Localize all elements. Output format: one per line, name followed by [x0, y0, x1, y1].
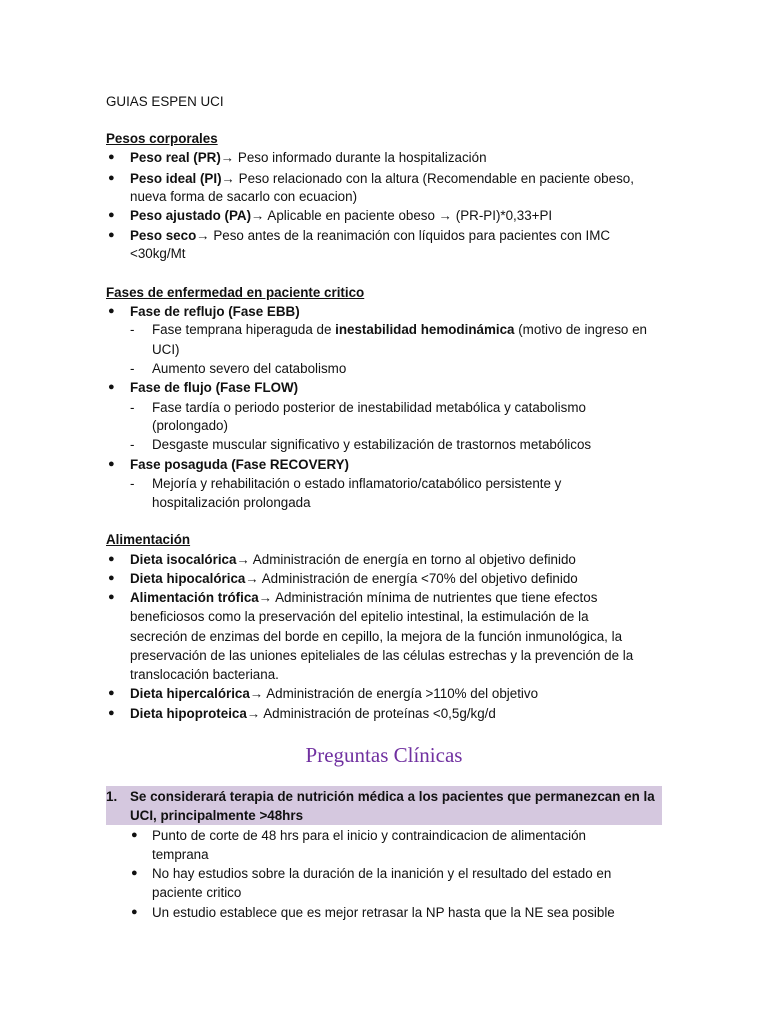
bullet-icon: ● [108, 572, 115, 584]
question-number: 1. [106, 789, 118, 804]
list-item-continuation: nueva forma de sacarlo con ecuacion) [130, 189, 358, 204]
bullet-icon: ● [108, 172, 115, 184]
sub-item-continuation: hospitalización prolongada [152, 495, 311, 510]
list-item: Punto de corte de 48 hrs para el inicio y contraindicacion de alimentación [152, 828, 586, 843]
list-item: Dieta hipoproteica→ Administración de proteínas <0,5g/kg/d [130, 706, 496, 721]
bullet-icon: ● [131, 829, 138, 841]
sub-item: Fase tardía o periodo posterior de inestabilidad metabólica y catabolismo [152, 400, 586, 415]
section-heading-pesos: Pesos corporales [106, 131, 218, 146]
list-item: Fase de reflujo (Fase EBB) [130, 304, 300, 319]
list-item: Peso real (PR)→ Peso informado durante la hospitalización [130, 150, 487, 165]
list-item: Alimentación trófica→ Administración mínima de nutrientes que tiene efectos [130, 590, 598, 605]
dash-marker: - [130, 476, 135, 491]
bullet-icon: ● [108, 209, 115, 221]
bullet-icon: ● [108, 381, 115, 393]
list-item: Peso seco→ Peso antes de la reanimación con líquidos para pacientes con IMC [130, 228, 611, 243]
bullet-icon: ● [108, 687, 115, 699]
bullet-icon: ● [108, 591, 115, 603]
bullet-icon: ● [108, 707, 115, 719]
dash-marker: - [130, 361, 135, 376]
list-item: No hay estudios sobre la duración de la inanición y el resultado del estado en [152, 866, 612, 881]
sub-item: Desgaste muscular significativo y estabilización de trastornos metabólicos [152, 437, 592, 452]
sub-item: Fase temprana hiperaguda de inestabilidad hemodinámica (motivo de ingreso en [152, 322, 647, 337]
dash-marker: - [130, 400, 135, 415]
list-item-continuation: <30kg/Mt [130, 246, 186, 261]
question-text: Se considerará terapia de nutrición médica a los pacientes que permanezcan en la [130, 789, 655, 804]
list-item: Dieta hipercalórica→ Administración de energía >110% del objetivo [130, 686, 539, 701]
list-item: Dieta isocalórica→ Administración de energía en torno al objetivo definido [130, 552, 576, 567]
section-heading-alimentacion: Alimentación [106, 532, 191, 547]
section-heading-fases: Fases de enfermedad en paciente critico [106, 285, 365, 300]
sub-item-continuation: (prolongado) [152, 418, 228, 433]
bullet-icon: ● [108, 458, 115, 470]
dash-marker: - [130, 322, 135, 337]
section-title-preguntas: Preguntas Clínicas [305, 743, 463, 767]
dash-marker: - [130, 437, 135, 452]
bullet-icon: ● [108, 229, 115, 241]
list-item: Peso ideal (PI)→ Peso relacionado con la altura (Recomendable en paciente obeso, [130, 171, 634, 186]
list-item-continuation: temprana [152, 847, 209, 862]
sub-item: Aumento severo del catabolismo [152, 361, 347, 376]
list-item: Un estudio establece que es mejor retrasar la NP hasta que la NE sea posible [152, 905, 615, 920]
list-item: Fase posaguda (Fase RECOVERY) [130, 457, 350, 472]
sub-item-continuation: UCI) [152, 342, 180, 357]
question-text-continuation: UCI, principalmente >48hrs [130, 808, 304, 823]
bullet-icon: ● [108, 151, 115, 163]
bullet-icon: ● [131, 867, 138, 879]
list-item-continuation: beneficiosos como la preservación del epitelio intestinal, la estimulación de la [130, 609, 589, 624]
list-item-continuation: translocación bacteriana. [130, 667, 279, 682]
document-title: GUIAS ESPEN UCI [106, 94, 224, 109]
list-item-continuation: preservación de las uniones epiteliales de las células estrechas y la prevención de la [130, 648, 634, 663]
list-item-continuation: paciente critico [152, 885, 242, 900]
list-item: Peso ajustado (PA)→ Aplicable en paciente obeso → (PR-PI)*0,33+PI [130, 208, 553, 223]
list-item: Fase de flujo (Fase FLOW) [130, 380, 299, 395]
list-item-continuation: secreción de enzimas del borde en cepillo, la mejora de la función inmunológica, la [130, 629, 623, 644]
sub-item: Mejoría y rehabilitación o estado inflamatorio/catabólico persistente y [152, 476, 562, 491]
bullet-icon: ● [131, 906, 138, 918]
bullet-icon: ● [108, 553, 115, 565]
bullet-icon: ● [108, 305, 115, 317]
list-item: Dieta hipocalórica→ Administración de energía <70% del objetivo definido [130, 571, 578, 586]
